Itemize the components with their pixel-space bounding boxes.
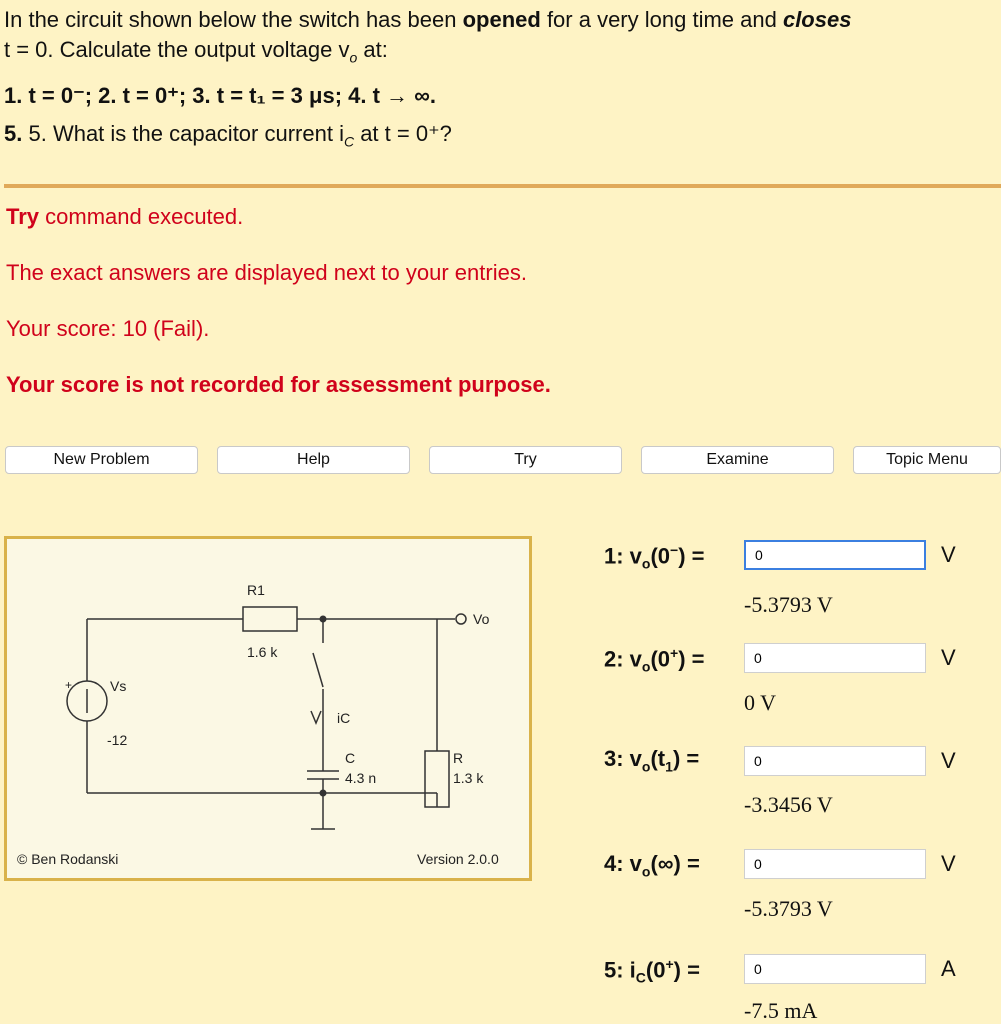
answer-4-unit: V [941,851,956,876]
c-value: 4.3 n [345,770,377,786]
answer-1-label: 1: $v_o(0^-)$ = [604,542,705,572]
vs-plus: + [65,678,73,692]
answer-3-input[interactable] [744,746,926,776]
r-value: 1.3 k [453,770,484,786]
answer-1-input[interactable] [744,540,926,570]
answer-3-unit: V [941,748,956,773]
exact-answers-message: The exact answers are displayed next to your entries. [6,260,527,285]
question-line-1: In the circuit shown below the switch has been opened for a very long time and closes [4,7,852,32]
ic-label: iC [337,710,351,726]
answer-5-label: 5: $i_C(0^+)$ = [604,956,700,986]
vs-value: -12 [107,732,128,748]
answer-5-exact: -7.5 mA [744,998,818,1023]
answer-4-label: 4: $v_o(\infty)$ = [604,851,700,880]
try-message: Try command executed. [6,204,244,229]
copyright-text: © Ben Rodanski [17,851,119,867]
answer-5-unit: A [941,956,956,981]
circuit-figure [4,536,532,881]
answer-5-input[interactable] [744,954,926,984]
answer-2-label: 2: $v_o(0^+)$ = [604,645,705,675]
vo-label: Vo [473,611,490,627]
not-recorded-message: Your score is not recorded for assessment purpose. [6,372,551,397]
help-button[interactable]: Help [217,446,410,474]
version-text: Version 2.0.0 [417,851,499,867]
c-label: C [345,750,356,766]
r-label: R [453,750,464,766]
answer-4-input[interactable] [744,849,926,879]
answer-4-exact: -5.3793 V [744,896,833,921]
answer-3-exact: -3.3456 V [744,792,833,817]
answer-2-exact: 0 V [744,690,776,715]
answer-3-label: 3: $v_o(t_1)$ = [604,746,700,775]
vs-label: Vs [110,678,127,694]
score-message: Your score: 10 (Fail). [6,316,210,341]
divider [4,184,1001,188]
question-line-2: t = 0. Calculate the output voltage $v_o$ at: [4,37,388,66]
r1-value: 1.6 k [247,644,278,660]
answer-1-unit: V [941,542,956,567]
answer-1-exact: -5.3793 V [744,592,833,617]
answer-2-input[interactable] [744,643,926,673]
examine-button[interactable]: Examine [641,446,834,474]
answer-2-unit: V [941,645,956,670]
new-problem-button[interactable]: New Problem [5,446,198,474]
r1-label: R1 [247,582,265,598]
topic-menu-button[interactable]: Topic Menu [853,446,1001,474]
question-line-3: 1. t = 0⁻; 2. t = 0⁺; 3. t = t₁ = 3 μs; 4. t → ∞. [4,83,436,108]
try-button[interactable]: Try [429,446,622,474]
question-line-4: 5. 5. What is the capacitor current $i_C$ at t = 0⁺? [4,121,452,150]
